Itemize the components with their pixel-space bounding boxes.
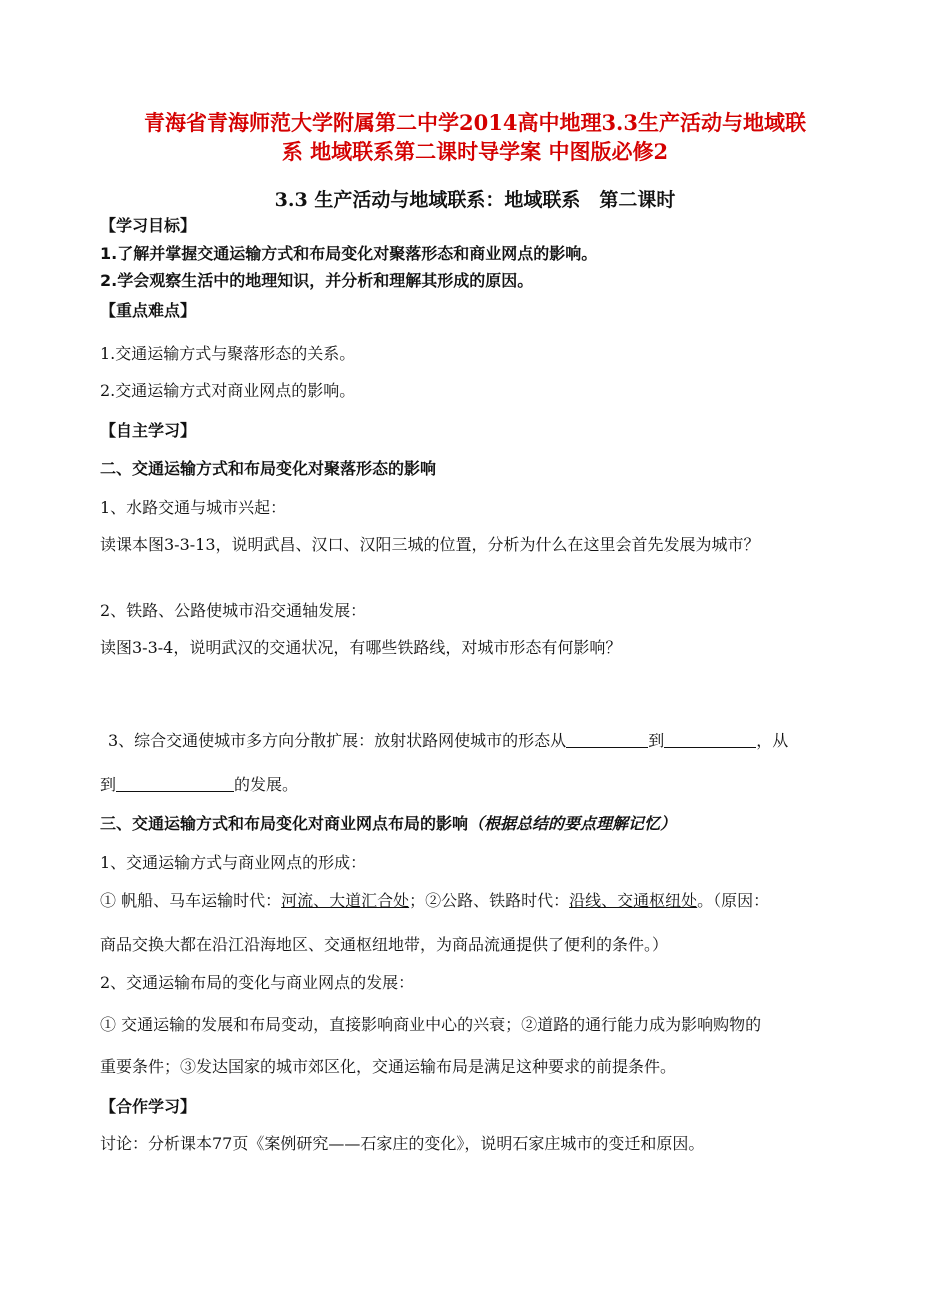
question-wuhan-transport: 读图3-3-4，说明武汉的交通状况，有哪些铁路线，对城市形态有何影响？: [100, 638, 622, 657]
fill-text-b: 到: [648, 731, 665, 750]
q2-heading: 2、交通运输布局的变化与商业网点的发展：: [100, 973, 415, 992]
keypoint-item-1: 1.交通运输方式与聚落形态的关系。: [100, 344, 356, 363]
q2-answer-line2: 重要条件；③发达国家的城市郊区化，交通运输布局是满足这种要求的前提条件。: [100, 1057, 677, 1076]
q1-text-a: ① 帆船、马车运输时代：: [100, 891, 282, 910]
q1-reason: 商品交换大都在沿江沿海地区、交通枢纽地带，为商品流通提供了便利的条件。）: [100, 935, 669, 954]
question-wuhan-cities: 读课本图3-3-13，说明武昌、汉口、汉阳三城的位置，分析为什么在这里会首先发展为城市？: [100, 535, 760, 554]
coop-heading: 【合作学习】: [100, 1097, 197, 1116]
q1-answer-river: 河流、大道汇合处: [281, 891, 410, 910]
self-study-heading: 【自主学习】: [100, 421, 197, 440]
fill-in-sentence: [108, 728, 788, 751]
q1-answer: [100, 888, 769, 911]
coop-discussion: 讨论：分析课本77页《案例研究——石家庄的变化》，说明石家庄城市的变迁和原因。: [100, 1134, 705, 1153]
fill-text-d: 到: [100, 775, 117, 794]
keypoint-item-2: 2.交通运输方式对商业网点的影响。: [100, 381, 356, 400]
doc-title-line2: 系 地域联系第二课时导学案 中图版必修2: [281, 139, 669, 164]
water-transport-item: 1、水路交通与城市兴起：: [100, 498, 287, 517]
part3-heading: [100, 811, 676, 834]
objectives-heading: 【学习目标】: [100, 216, 197, 235]
blank-2[interactable]: [664, 729, 756, 748]
doc-title-line1: 青海省青海师范大学附属第二中学2014高中地理3.3生产活动与地域联: [144, 110, 806, 135]
q2-answer-line1: ① 交通运输的发展和布局变动，直接影响商业中心的兴衰；②道路的通行能力成为影响购物的: [100, 1015, 762, 1034]
fill-text-e: 的发展。: [234, 775, 299, 794]
blank-1[interactable]: [566, 729, 648, 748]
objective-item-1: 1.了解并掌握交通运输方式和布局变化对聚落形态和商业网点的影响。: [100, 244, 598, 263]
part3-heading-text: 三、交通运输方式和布局变化对商业网点布局的影响: [100, 814, 469, 833]
rail-road-item: 2、铁路、公路使城市沿交通轴发展：: [100, 601, 367, 620]
fill-in-sentence-cont: [100, 772, 298, 795]
objective-item-2: 2.学会观察生活中的地理知识，并分析和理解其形成的原因。: [100, 271, 534, 290]
q1-answer-hub: 沿线、交通枢纽处: [569, 891, 698, 910]
lesson-subtitle: 3.3 生产活动与地域联系：地域联系 第二课时: [274, 189, 676, 211]
fill-text-c: ，从: [756, 731, 789, 750]
keypoints-heading: 【重点难点】: [100, 301, 197, 320]
part3-note: （根据总结的要点理解记忆）: [468, 814, 677, 833]
q1-text-c: ；②公路、铁路时代：: [409, 891, 570, 910]
q1-text-e: 。（原因：: [697, 891, 770, 910]
part2-heading: 二、交通运输方式和布局变化对聚落形态的影响: [100, 459, 437, 478]
blank-3[interactable]: [116, 773, 234, 792]
fill-text-a: 3、综合交通使城市多方向分散扩展：放射状路网使城市的形态从: [108, 731, 567, 750]
q1-heading: 1、交通运输方式与商业网点的形成：: [100, 853, 367, 872]
